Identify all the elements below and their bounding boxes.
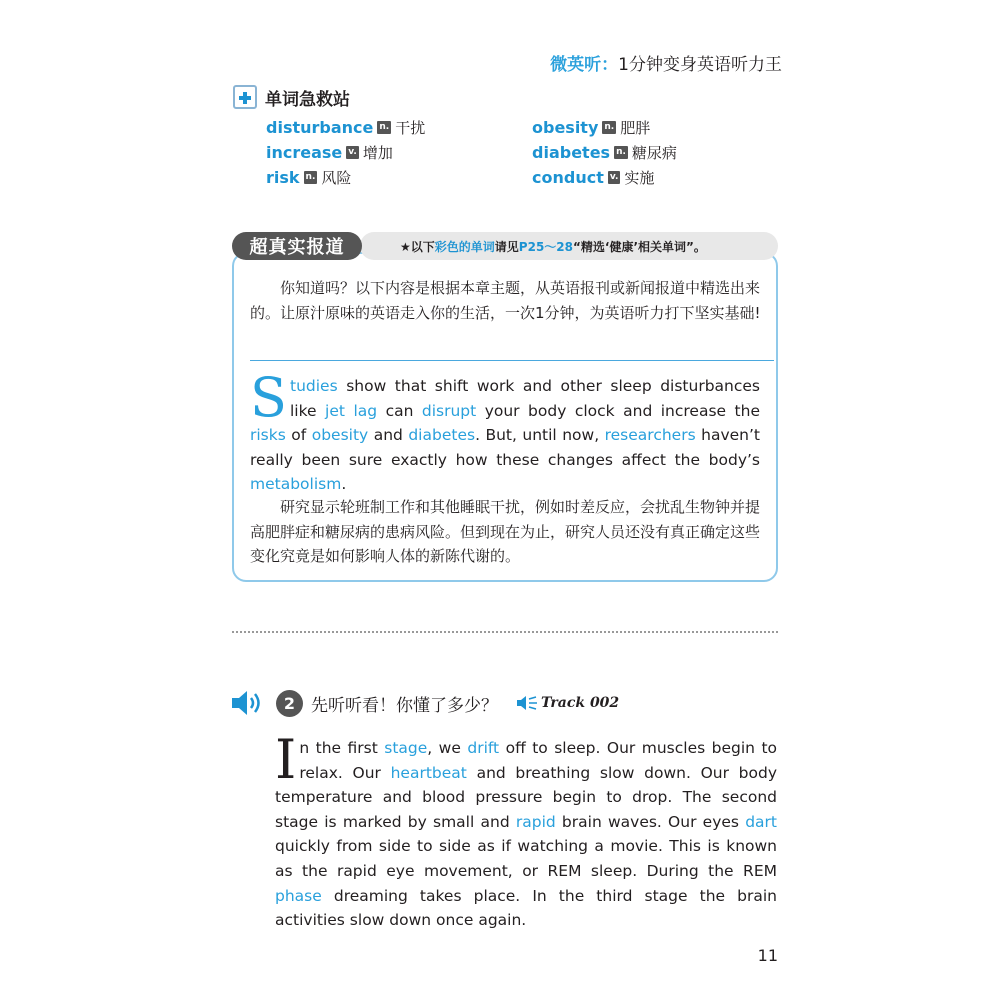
note-mid: 请见 xyxy=(494,239,519,254)
vocab-word: conduct xyxy=(532,168,604,187)
report-chinese: 研究显示轮班制工作和其他睡眠干扰，例如时差反应，会扰乱生物钟并提高肥胖症和糖尿病的患病风险。但到现在为止，研究人员还没有真正确定这些变化究竟是如何影响人体的新陈代谢的。 xyxy=(250,498,761,565)
vocab-meaning: 肥胖 xyxy=(620,119,651,137)
drop-cap: S xyxy=(250,366,287,429)
header-lead: 微英听： xyxy=(550,55,619,75)
vocab-item xyxy=(266,117,425,138)
section2-title: 先听听看！你懂了多少？ xyxy=(311,695,498,716)
vocab-word: diabetes xyxy=(532,143,611,162)
pos-tag: n. xyxy=(604,122,615,132)
vocab-meaning: 实施 xyxy=(624,169,655,187)
drop-cap: I xyxy=(275,728,297,791)
track-label[interactable] xyxy=(516,695,619,711)
pos-tag: n. xyxy=(379,122,390,132)
section2-header xyxy=(230,688,619,718)
vocab-item xyxy=(532,142,677,163)
section2-english xyxy=(275,728,778,933)
running-header xyxy=(550,50,782,75)
track-speaker-icon xyxy=(516,695,538,711)
vocab-meaning: 增加 xyxy=(362,144,393,162)
pos-tag: v. xyxy=(609,172,619,182)
section-number: 2 xyxy=(276,690,303,717)
vocab-word: disturbance xyxy=(266,118,374,137)
vocab-title-text: 单词急救站 xyxy=(265,89,350,110)
pos-tag: v. xyxy=(348,147,357,157)
pos-tag: n. xyxy=(305,172,316,182)
note-colored: 彩色的单词 xyxy=(434,239,495,254)
report-note xyxy=(360,232,778,260)
vocab-word: risk xyxy=(266,168,300,187)
vocab-meaning: 糖尿病 xyxy=(631,144,677,162)
vocab-section-title xyxy=(233,83,350,111)
vocab-word: obesity xyxy=(532,118,599,137)
speaker-icon[interactable] xyxy=(230,688,266,718)
dotted-separator xyxy=(232,631,778,633)
note-pages: P25～28 xyxy=(518,239,573,254)
vocab-meaning: 风险 xyxy=(321,169,352,187)
header-rest: 1分钟变身英语听力王 xyxy=(618,55,782,75)
note-suffix: “精选‘健康’相关单词”。 xyxy=(573,239,706,254)
report-english-text: tudies show that shift work and other sleep disturbances like jet lag can disrupt your body clock and increase the risks of obesity and diabetes. But, until now, researchers haven’t really been sure exactly how these changes affect the body’s metabolism. xyxy=(250,377,760,494)
report-intro: 你知道吗？以下内容是根据本章主题，从英语报刊或新闻报道中精选出来的。让原汁原味的英语走入你的生活，一次1分钟，为英语听力打下坚实基础! xyxy=(250,279,761,322)
plus-icon xyxy=(233,85,257,109)
track-text: Track 002 xyxy=(541,695,620,711)
vocab-item xyxy=(266,167,351,188)
page-number: 11 xyxy=(757,946,778,965)
vocab-word: increase xyxy=(266,143,343,162)
report-english xyxy=(250,366,760,497)
note-prefix: ★以下 xyxy=(400,239,435,254)
divider xyxy=(250,360,774,361)
pos-tag: n. xyxy=(616,147,626,157)
vocab-meaning: 干扰 xyxy=(395,119,426,137)
vocab-item xyxy=(532,167,654,188)
report-tab: 超真实报道 xyxy=(232,232,362,260)
section2-english-text: n the first stage, we drift off to sleep. Our muscles begin to relax. Our heartbeat and breathing slow down. Our body temperature and blood pressure begin to drop. The second stage is marked by small and rapid brain waves. Our eyes dart quickly from side to side as if watching a movie. This is known as the rapid eye movement, or REM sleep. During the REM phase dreaming takes place. In the third stage the brain activities slow down once again. xyxy=(275,739,778,930)
vocab-item xyxy=(266,142,393,163)
vocab-item xyxy=(532,117,650,138)
